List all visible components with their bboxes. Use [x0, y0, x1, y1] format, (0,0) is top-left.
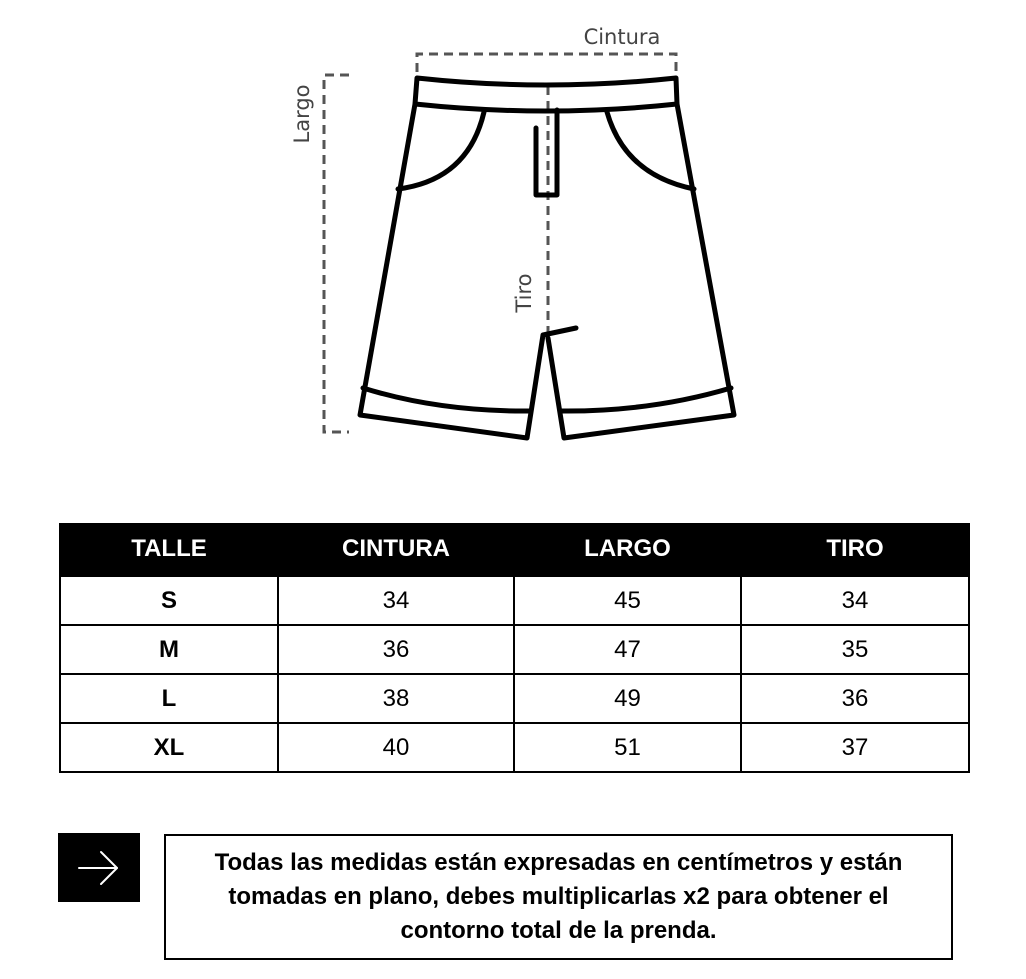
- header-talle: TALLE: [60, 523, 278, 576]
- cintura-cell: 36: [278, 625, 514, 674]
- left-hem-line: [363, 388, 531, 411]
- arrow-right-icon: [73, 848, 125, 888]
- tiro-cell: 36: [741, 674, 969, 723]
- note-text: Todas las medidas están expresadas en centímetros y están tomadas en plano, debes multiplicarlas x2 para obtener el contorno total de la prenda.: [214, 849, 903, 944]
- table-row: [60, 723, 969, 772]
- table-header-row: [60, 523, 969, 576]
- cintura-label: Cintura: [583, 25, 661, 49]
- talle-cell: S: [60, 576, 278, 625]
- arrow-badge: [58, 833, 140, 902]
- waistband: [415, 78, 677, 111]
- tiro-label: Tiro: [512, 273, 536, 313]
- table-row: [60, 674, 969, 723]
- largo-dimension-line: [324, 75, 349, 432]
- largo-cell: 45: [514, 576, 741, 625]
- right-hem-line: [560, 388, 731, 411]
- talle-cell: L: [60, 674, 278, 723]
- largo-cell: 51: [514, 723, 741, 772]
- talle-cell: XL: [60, 723, 278, 772]
- cintura-dimension-line: [417, 54, 676, 72]
- cintura-cell: 40: [278, 723, 514, 772]
- cintura-cell: 38: [278, 674, 514, 723]
- table-row: [60, 576, 969, 625]
- largo-cell: 47: [514, 625, 741, 674]
- largo-label: Largo: [290, 84, 314, 144]
- tiro-cell: 35: [741, 625, 969, 674]
- table-row: [60, 625, 969, 674]
- measurement-note: [164, 834, 953, 960]
- talle-cell: M: [60, 625, 278, 674]
- tiro-cell: 34: [741, 576, 969, 625]
- header-tiro: TIRO: [741, 523, 969, 576]
- header-cintura: CINTURA: [278, 523, 514, 576]
- cintura-cell: 34: [278, 576, 514, 625]
- tiro-cell: 37: [741, 723, 969, 772]
- header-largo: LARGO: [514, 523, 741, 576]
- largo-cell: 49: [514, 674, 741, 723]
- size-table: [59, 523, 970, 773]
- shorts-diagram: [0, 0, 1026, 470]
